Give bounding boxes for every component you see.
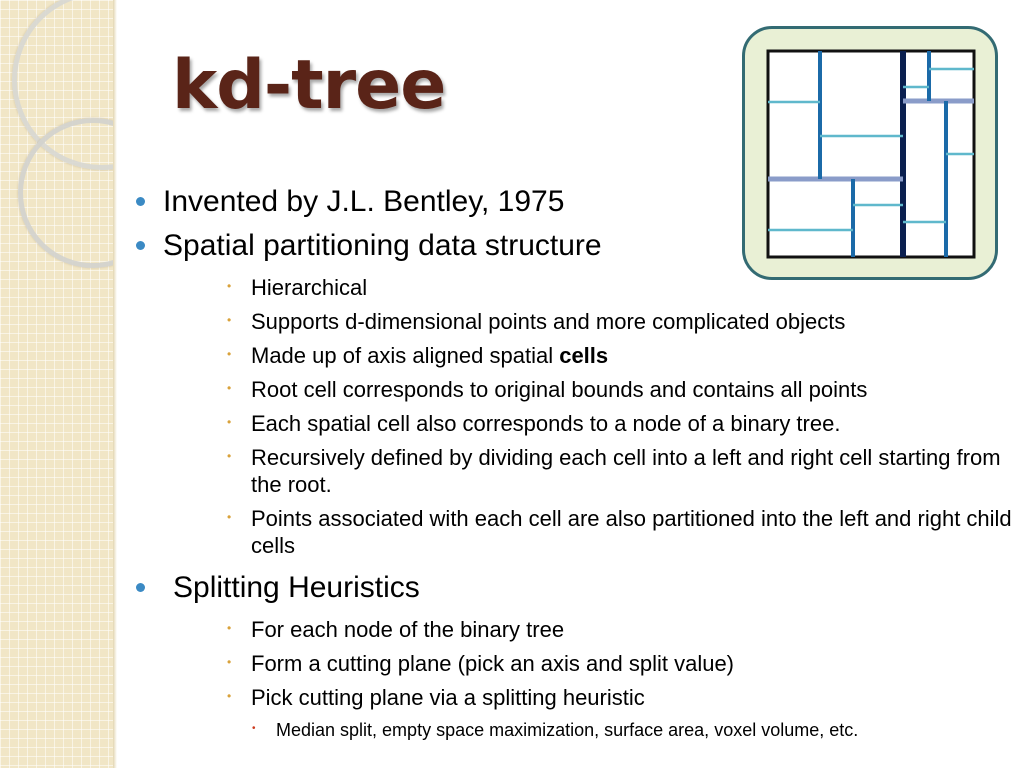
- sub-bullet-item: [220, 342, 1012, 369]
- sub-bullet-item: [220, 308, 1012, 335]
- sub-bullet-text: Pick cutting plane via a splitting heuristic: [251, 685, 645, 710]
- sub-sub-bullet-list: [163, 718, 1012, 742]
- sub-bullet-text: For each node of the binary tree: [251, 617, 565, 642]
- sub-bullet-item: [220, 274, 1012, 301]
- bullet-text: Spatial partitioning data structure: [163, 229, 602, 262]
- bullet-text: Splitting Heuristics: [173, 571, 420, 604]
- sub-bullet-item: [220, 684, 1012, 711]
- sub-bullet-item: [220, 505, 1012, 559]
- sub-bullet-text: Form a cutting plane (pick an axis and split value): [251, 651, 735, 676]
- sub-bullet-text: Supports d-dimensional points and more complicated objects: [251, 309, 846, 334]
- sub-bullet-item: [220, 376, 1012, 403]
- decorative-sidebar: [0, 0, 113, 768]
- sub-bullet-text: Root cell corresponds to original bounds and contains all points: [251, 377, 868, 402]
- bullet-item: [132, 180, 1012, 224]
- sub-bullet-text: Hierarchical: [251, 275, 368, 300]
- slide-title: kd-tree: [172, 46, 446, 125]
- sub-bullet-item: [220, 444, 1012, 498]
- decorative-ring: [18, 118, 113, 268]
- sub-sub-bullet-text: Median split, empty space maximization, surface area, voxel volume, etc.: [276, 720, 859, 740]
- sub-bullet-text: Each spatial cell also corresponds to a node of a binary tree.: [251, 411, 841, 436]
- bullet-text: Invented by J.L. Bentley, 1975: [163, 185, 565, 218]
- sidebar-edge: [113, 0, 117, 768]
- bullet-item: [132, 566, 1012, 742]
- sub-bullet-text: Recursively defined by dividing each cell into a left and right cell starting from the root.: [251, 445, 1001, 497]
- sub-sub-bullet-item: [245, 718, 1012, 742]
- bullet-item: [132, 224, 1012, 559]
- sub-bullet-list: [163, 616, 1012, 711]
- sub-bullet-list: [163, 274, 1012, 559]
- sub-bullet-item: [220, 616, 1012, 643]
- sub-bullet-text: Made up of axis aligned spatial: [251, 343, 560, 368]
- sub-bullet-item: [220, 410, 1012, 437]
- sub-bullet-text: Points associated with each cell are also partitioned into the left and right child cells: [251, 506, 1012, 558]
- bullet-list: [132, 180, 1012, 742]
- sub-bullet-bold-text: cells: [559, 343, 609, 368]
- sub-bullet-item: [220, 650, 1012, 677]
- slide-body: [132, 180, 1012, 742]
